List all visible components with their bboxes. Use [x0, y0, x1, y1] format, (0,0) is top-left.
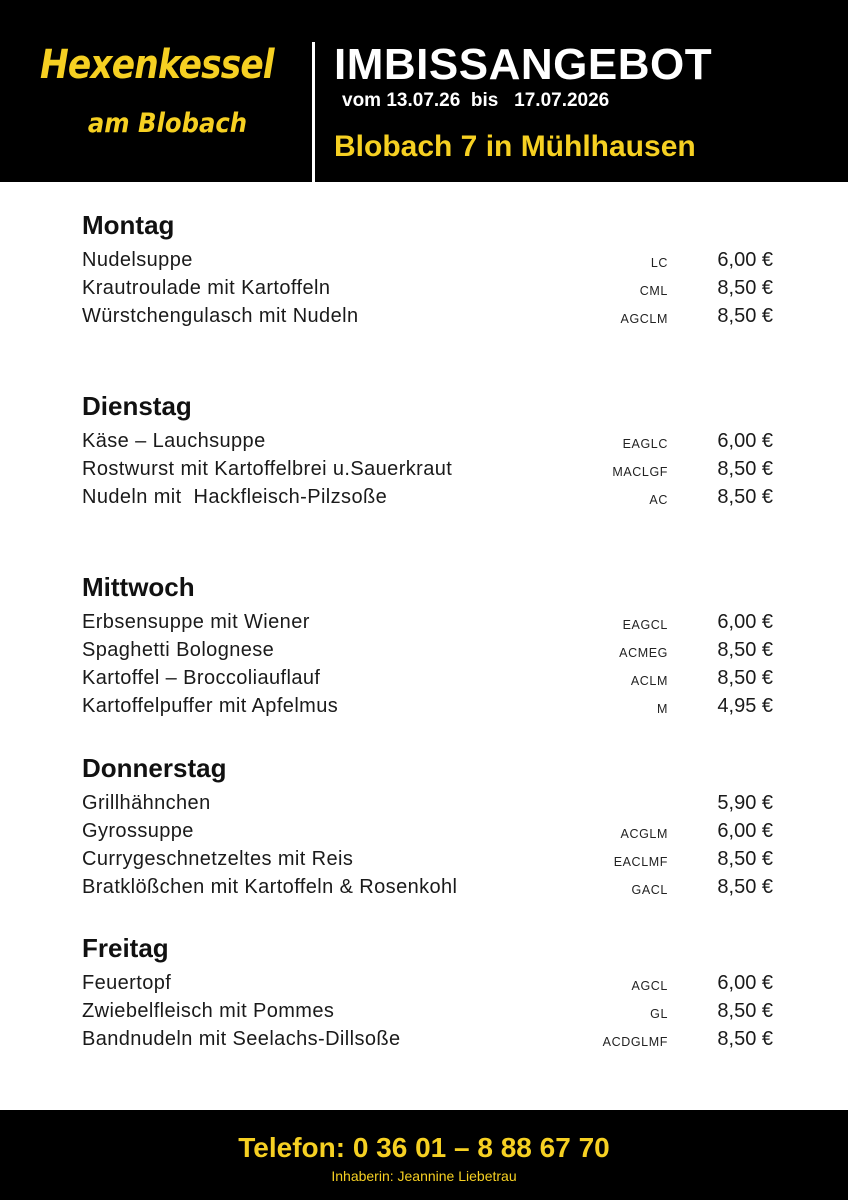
dish-name: Bandnudeln mit Seelachs-Dillsoße: [82, 1028, 401, 1050]
menu-item: [0, 639, 848, 667]
allergen-codes: GL: [650, 1007, 668, 1021]
day-heading: Dienstag: [82, 391, 192, 421]
logo-text: Hexenkessel: [40, 42, 274, 88]
page-title: IMBISSANGEBOT: [334, 40, 713, 89]
allergen-codes: ACLM: [630, 674, 668, 688]
menu-item: [0, 1028, 848, 1056]
day-heading: Donnerstag: [82, 753, 227, 783]
menu-item: [0, 611, 848, 639]
dish-name: Kartoffel – Broccoliauflauf: [82, 667, 321, 689]
dish-price: 8,50 €: [717, 667, 773, 689]
dish-name: Currygeschnetzeltes mit Reis: [82, 848, 354, 870]
dish-price: 8,50 €: [717, 486, 773, 508]
allergen-codes: ACGLM: [620, 827, 668, 841]
menu-item: [0, 249, 848, 277]
dish-price: 8,50 €: [717, 876, 773, 898]
logo-subtext: am Blobach: [87, 108, 248, 139]
allergen-codes: LC: [650, 256, 668, 270]
dish-price: 8,50 €: [717, 305, 773, 327]
day-heading: Freitag: [82, 933, 169, 963]
dish-price: 6,00 €: [717, 972, 773, 994]
dish-price: 8,50 €: [717, 1000, 773, 1022]
owner-name: Inhaberin: Jeannine Liebetrau: [331, 1168, 517, 1184]
allergen-codes: AGCL: [631, 979, 668, 993]
dish-name: Grillhähnchen: [82, 792, 211, 814]
menu-item: [0, 486, 848, 514]
dish-price: 5,90 €: [717, 792, 773, 814]
allergen-codes: AGCLM: [620, 312, 668, 326]
dish-price: 6,00 €: [717, 249, 773, 271]
dish-name: Nudeln mit Hackfleisch-Pilzsoße: [82, 486, 388, 508]
allergen-codes: GACL: [631, 883, 668, 897]
menu-item: [0, 458, 848, 486]
allergen-codes: EACLMF: [613, 855, 668, 869]
menu-item: [0, 820, 848, 848]
allergen-codes: MACLGF: [612, 465, 668, 479]
menu-item: [0, 792, 848, 820]
dish-name: Gyrossuppe: [82, 820, 194, 842]
menu-item: [0, 876, 848, 904]
dish-name: Erbsensuppe mit Wiener: [82, 611, 310, 633]
dish-name: Käse – Lauchsuppe: [82, 430, 266, 452]
dish-name: Spaghetti Bolognese: [82, 639, 275, 661]
header-banner: [0, 0, 848, 182]
allergen-codes: CML: [639, 284, 668, 298]
dish-name: Kartoffelpuffer mit Apfelmus: [82, 695, 339, 717]
dish-price: 8,50 €: [717, 848, 773, 870]
dish-price: 6,00 €: [717, 430, 773, 452]
dish-price: 4,95 €: [717, 695, 773, 717]
allergen-codes: EAGCL: [622, 618, 668, 632]
phone-number: Telefon: 0 36 01 – 8 88 67 70: [238, 1132, 610, 1163]
dish-price: 8,50 €: [717, 1028, 773, 1050]
menu-item: [0, 667, 848, 695]
allergen-codes: AC: [649, 493, 668, 507]
dish-name: Würstchengulasch mit Nudeln: [82, 305, 359, 327]
dish-price: 8,50 €: [717, 458, 773, 480]
address: Blobach 7 in Mühlhausen: [334, 130, 696, 163]
menu-item: [0, 430, 848, 458]
dish-name: Nudelsuppe: [82, 249, 193, 271]
footer-banner: [0, 1110, 848, 1200]
dish-price: 8,50 €: [717, 639, 773, 661]
allergen-codes: M: [656, 702, 668, 716]
dish-price: 8,50 €: [717, 277, 773, 299]
menu-item: [0, 1000, 848, 1028]
menu-item: [0, 972, 848, 1000]
dish-price: 6,00 €: [717, 820, 773, 842]
day-heading: Mittwoch: [82, 572, 195, 602]
allergen-codes: ACMEG: [619, 646, 668, 660]
dish-name: Krautroulade mit Kartoffeln: [82, 277, 331, 299]
menu-item: [0, 695, 848, 723]
menu-item: [0, 848, 848, 876]
menu-item: [0, 305, 848, 333]
allergen-codes: EAGLC: [622, 437, 668, 451]
dish-name: Feuertopf: [82, 972, 172, 994]
menu-item: [0, 277, 848, 305]
day-heading: Montag: [82, 210, 175, 240]
dish-name: Bratklößchen mit Kartoffeln & Rosenkohl: [82, 876, 458, 898]
dish-name: Zwiebelfleisch mit Pommes: [82, 1000, 335, 1022]
dish-price: 6,00 €: [717, 611, 773, 633]
date-range: vom 13.07.26 bis 17.07.2026: [342, 90, 610, 111]
dish-name: Rostwurst mit Kartoffelbrei u.Sauerkraut: [82, 458, 453, 480]
allergen-codes: ACDGLMF: [602, 1035, 668, 1049]
header-divider: [312, 42, 315, 182]
